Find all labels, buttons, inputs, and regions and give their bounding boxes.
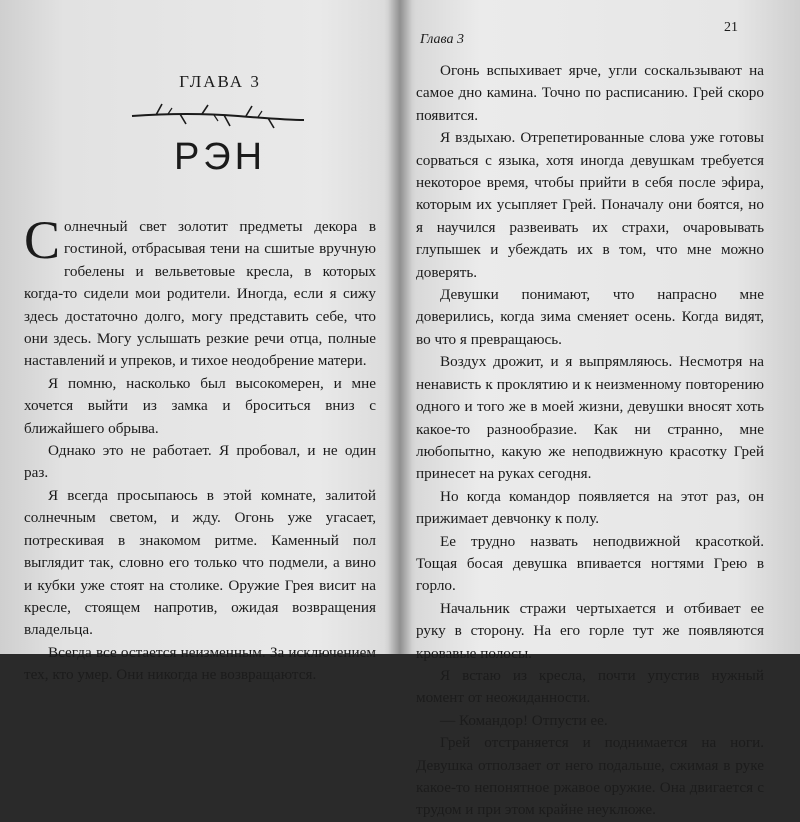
paragraph: Я вздыхаю. Отрепетированные слова уже готовы сорваться с языка, хотя иногда девушкам требуется некоторое время, чтобы прийти в себя после эфира, которым их усыпляет Грей. Поначалу они боятся, но я научился развеивать их страхи, очаровывать глупышек и убеждать их в том, что мне можно доверять. (416, 129, 764, 281)
drop-cap: С (24, 210, 61, 270)
paragraph (24, 210, 376, 373)
paragraph: Всегда все остается неизменным. За исключением тех, кто умер. Они никогда не возвращаются. (24, 643, 376, 684)
paragraph: — Командор! Отпусти ее. (440, 711, 608, 729)
page-number: 21 (724, 20, 738, 35)
paragraph-text: олнечный свет золотит предметы декора в гостиной, отбрасывая тени на сшитые вручную гобелены и вельветовые кресла, в которых когда-то сидели мои родители. Иногда, если я сижу здесь достаточно долго, могу представить себе, что они здесь. Могу услышать резкие речи отца, полные наставлений и упреков, и тихое неодобрение матери. (24, 218, 376, 370)
paragraph: Я помню, насколько был высокомерен, и мне хочется выйти из замка и броситься вниз с ближайшего обрыва. (24, 374, 376, 437)
paragraph: Однако это не работает. Я пробовал, и не один раз. (24, 442, 376, 482)
right-page (402, 0, 800, 819)
right-page-text (416, 60, 764, 822)
paragraph: Огонь вспыхивает ярче, угли соскальзывают на самое дно камина. Точно по расписанию. Грей скоро появится. (416, 62, 764, 124)
thorn-branch-ornament (128, 96, 308, 136)
paragraph: Грей отстраняется и поднимается на ноги. Девушка отползает от него подальше, сжимая в руке какое-то непонятное ржавое оружие. Она двигается с трудом и при этом крайне неуклюже. (416, 734, 764, 819)
paragraph: Ее трудно назвать неподвижной красоткой. Тощая босая девушка впивается ногтями Грею в горло. (416, 532, 764, 595)
paragraph: Воздух дрожит, и я выпрямляюсь. Несмотря на ненависть к проклятию и к неизменному повторению одного и того же в моей жизни, девушки вносят хоть какое-то разнообразие. Как ни странно, мне любопытно, какую же неподвижную красотку Грей принесет на руках сегодня. (416, 353, 764, 483)
chapter-label: ГЛАВА 3 (179, 72, 261, 91)
left-page-text (24, 210, 376, 687)
chapter-title: РЭН (173, 136, 267, 178)
paragraph: Я встаю из кресла, почти упустив нужный момент от неожиданности. (416, 666, 764, 707)
paragraph: Я всегда просыпаюсь в этой комнате, залитой солнечным светом, и жду. Огонь уже угасает, потрескивая в знакомом ритме. Каменный пол выглядит так, словно его только что подмели, а вино и кубки уже стоят на столике. Оружие Грея висит на кресле, стоящем напротив, ожидая возвращения владельца. (24, 486, 376, 639)
paragraph: Девушки понимают, что напрасно мне доверились, когда зима сменяет осень. Когда видят, во что я превращаюсь. (416, 286, 764, 348)
running-head: Глава 3 (420, 32, 464, 47)
paragraph: Начальник стражи чертыхается и отбивает ее руку в сторону. На его горле тут же появляются кровавые полосы. (416, 599, 764, 662)
left-page (0, 0, 398, 684)
paragraph: Но когда командор появляется на этот раз, он прижимает девчонку к полу. (416, 487, 764, 528)
